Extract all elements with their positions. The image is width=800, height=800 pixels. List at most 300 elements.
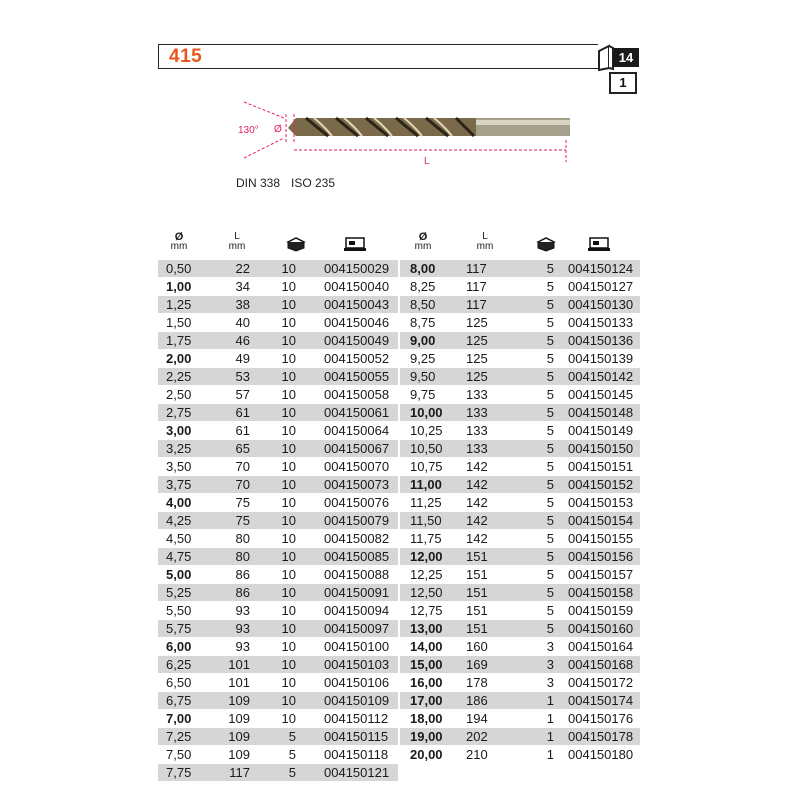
table-row <box>158 602 398 620</box>
quantity-cell: 1 <box>546 711 554 726</box>
section-badge: 1 <box>609 72 637 94</box>
diameter-cell: 2,50 <box>166 387 192 402</box>
table-row <box>400 656 640 674</box>
table-row <box>158 260 398 278</box>
quantity-cell: 5 <box>546 297 554 312</box>
diameter-cell: 1,50 <box>166 315 192 330</box>
table-row <box>158 566 398 584</box>
article-code-cell: 004150130 <box>568 297 634 312</box>
table-row <box>400 530 640 548</box>
table-row <box>158 350 398 368</box>
article-code-cell: 004150155 <box>568 531 634 546</box>
quantity-cell: 10 <box>281 279 296 294</box>
table-row <box>400 368 640 386</box>
diameter-cell: 1,25 <box>166 297 192 312</box>
quantity-cell: 5 <box>546 567 554 582</box>
quantity-cell: 3 <box>546 657 554 672</box>
article-code-cell: 004150055 <box>324 369 390 384</box>
diameter-cell: 12,25 <box>410 567 443 582</box>
length-symbol: L <box>424 156 430 165</box>
article-code-cell: 004150070 <box>324 459 390 474</box>
table-row <box>158 710 398 728</box>
product-header-bar <box>158 44 598 69</box>
article-code-cell: 004150103 <box>324 657 390 672</box>
diameter-cell: 2,75 <box>166 405 192 420</box>
quantity-cell: 5 <box>546 423 554 438</box>
diameter-cell: 8,50 <box>410 297 436 312</box>
diameter-cell: 10,75 <box>410 459 443 474</box>
length-cell: 194 <box>466 711 488 726</box>
diameter-cell: 9,50 <box>410 369 436 384</box>
article-code-cell: 004150153 <box>568 495 634 510</box>
quantity-cell: 5 <box>288 729 296 744</box>
quantity-cell: 5 <box>546 441 554 456</box>
table-row <box>400 728 640 746</box>
quantity-cell: 10 <box>281 567 296 582</box>
quantity-cell: 3 <box>546 639 554 654</box>
article-code-cell: 004150136 <box>568 333 634 348</box>
quantity-cell: 5 <box>546 333 554 348</box>
article-code-cell: 004150152 <box>568 477 634 492</box>
table-row <box>400 674 640 692</box>
diameter-cell: 3,50 <box>166 459 192 474</box>
page-badge: 14 <box>613 48 639 67</box>
article-code-cell: 004150106 <box>324 675 390 690</box>
quantity-cell: 10 <box>281 441 296 456</box>
length-cell: 142 <box>466 477 488 492</box>
article-code-cell: 004150180 <box>568 747 634 762</box>
length-header: L mm <box>476 231 494 252</box>
article-code-cell: 004150115 <box>324 729 389 744</box>
quantity-cell: 5 <box>546 459 554 474</box>
diameter-cell: 7,25 <box>166 729 192 744</box>
length-cell: 109 <box>228 711 250 726</box>
table-row <box>158 530 398 548</box>
table-row <box>400 314 640 332</box>
article-code-cell: 004150061 <box>324 405 390 420</box>
diameter-cell: 7,75 <box>166 765 192 780</box>
diameter-cell: 4,00 <box>166 495 192 510</box>
table-row <box>400 476 640 494</box>
angle-label: 130° <box>238 125 259 136</box>
table-header <box>400 232 640 260</box>
diameter-cell: 10,50 <box>410 441 443 456</box>
length-cell: 202 <box>466 729 488 744</box>
quantity-cell: 5 <box>546 513 554 528</box>
diameter-cell: 12,75 <box>410 603 443 618</box>
article-code-cell: 004150151 <box>568 459 634 474</box>
diameter-cell: 15,00 <box>410 657 443 672</box>
length-cell: 57 <box>235 387 250 402</box>
diameter-cell: 5,50 <box>166 603 192 618</box>
diameter-cell: 20,00 <box>410 747 443 762</box>
quantity-cell: 5 <box>546 495 554 510</box>
article-code-cell: 004150064 <box>324 423 390 438</box>
article-code-cell: 004150052 <box>324 351 390 366</box>
length-cell: 80 <box>235 549 250 564</box>
diameter-cell: 14,00 <box>410 639 443 654</box>
length-cell: 101 <box>228 675 250 690</box>
quantity-cell: 5 <box>546 369 554 384</box>
length-cell: 125 <box>466 369 488 384</box>
diameter-cell: 0,50 <box>166 261 192 276</box>
quantity-cell: 5 <box>546 279 554 294</box>
quantity-cell: 10 <box>281 657 296 672</box>
diameter-cell: 17,00 <box>410 693 443 708</box>
article-code-cell: 004150109 <box>324 693 390 708</box>
diameter-cell: 8,75 <box>410 315 436 330</box>
table-row <box>158 512 398 530</box>
right-table <box>400 232 640 764</box>
diameter-cell: 9,75 <box>410 387 436 402</box>
diameter-cell: 6,75 <box>166 693 192 708</box>
diameter-cell: 19,00 <box>410 729 443 744</box>
article-code-cell: 004150049 <box>324 333 390 348</box>
diameter-cell: 10,25 <box>410 423 443 438</box>
length-cell: 22 <box>235 261 250 276</box>
quantity-cell: 5 <box>546 351 554 366</box>
length-cell: 109 <box>228 729 250 744</box>
length-cell: 101 <box>228 657 250 672</box>
table-row <box>158 458 398 476</box>
table-header <box>158 232 398 260</box>
diameter-cell: 2,00 <box>166 351 192 366</box>
quantity-cell: 10 <box>281 459 296 474</box>
length-cell: 34 <box>235 279 250 294</box>
diameter-cell: 1,00 <box>166 279 192 294</box>
table-row <box>158 368 398 386</box>
length-cell: 117 <box>466 279 487 294</box>
article-code-cell: 004150168 <box>568 657 634 672</box>
table-row <box>158 638 398 656</box>
length-cell: 109 <box>228 747 250 762</box>
diameter-cell: 12,50 <box>410 585 443 600</box>
length-cell: 46 <box>235 333 250 348</box>
length-cell: 186 <box>466 693 488 708</box>
diameter-cell: 4,75 <box>166 549 192 564</box>
length-cell: 151 <box>466 603 488 618</box>
length-cell: 117 <box>466 261 487 276</box>
table-row <box>158 314 398 332</box>
length-cell: 70 <box>235 477 250 492</box>
diameter-cell: 5,75 <box>166 621 192 636</box>
article-code-cell: 004150164 <box>568 639 634 654</box>
article-code-cell: 004150046 <box>324 315 390 330</box>
length-cell: 80 <box>235 531 250 546</box>
table-row <box>400 710 640 728</box>
quantity-cell: 10 <box>281 531 296 546</box>
table-row <box>158 584 398 602</box>
quantity-cell: 10 <box>281 603 296 618</box>
table-row <box>158 440 398 458</box>
length-cell: 109 <box>228 693 250 708</box>
table-row <box>400 404 640 422</box>
table-row <box>158 746 398 764</box>
article-code-cell: 004150112 <box>324 711 389 726</box>
table-row <box>400 332 640 350</box>
quantity-cell: 1 <box>546 693 554 708</box>
table-row <box>158 656 398 674</box>
quantity-cell: 5 <box>546 531 554 546</box>
table-row <box>158 278 398 296</box>
diameter-header: Ø mm <box>414 231 432 252</box>
article-code-cell: 004150082 <box>324 531 390 546</box>
length-cell: 93 <box>235 603 250 618</box>
standard-iso: ISO 235 <box>291 176 336 190</box>
diameter-cell: 8,25 <box>410 279 436 294</box>
length-cell: 125 <box>466 315 488 330</box>
length-header: L mm <box>228 231 246 252</box>
quantity-cell: 5 <box>288 747 296 762</box>
length-cell: 61 <box>235 405 250 420</box>
table-row <box>400 278 640 296</box>
box-pack-icon <box>286 236 306 252</box>
article-code-cell: 004150156 <box>568 549 634 564</box>
quantity-cell: 10 <box>281 351 296 366</box>
article-code-cell: 004150073 <box>324 477 390 492</box>
article-code-cell: 004150076 <box>324 495 390 510</box>
table-row <box>400 746 640 764</box>
quantity-cell: 10 <box>281 693 296 708</box>
quantity-cell: 5 <box>546 387 554 402</box>
table-row <box>158 296 398 314</box>
length-cell: 151 <box>466 567 488 582</box>
standard-din: DIN 338 <box>236 176 281 190</box>
length-cell: 65 <box>235 441 250 456</box>
quantity-cell: 5 <box>546 405 554 420</box>
diameter-cell: 9,25 <box>410 351 436 366</box>
length-cell: 160 <box>466 639 488 654</box>
diameter-cell: 11,25 <box>410 495 442 510</box>
quantity-cell: 10 <box>281 387 296 402</box>
quantity-cell: 1 <box>546 729 554 744</box>
length-cell: 178 <box>466 675 488 690</box>
length-cell: 133 <box>466 441 488 456</box>
product-code: 415 <box>169 46 203 67</box>
diameter-cell: 18,00 <box>410 711 443 726</box>
quantity-cell: 10 <box>281 369 296 384</box>
table-row <box>400 260 640 278</box>
table-row <box>158 692 398 710</box>
diameter-cell: 16,00 <box>410 675 443 690</box>
diameter-cell: 12,00 <box>410 549 443 564</box>
length-cell: 61 <box>235 423 250 438</box>
article-code-cell: 004150154 <box>568 513 634 528</box>
quantity-cell: 10 <box>281 711 296 726</box>
quantity-cell: 5 <box>546 585 554 600</box>
article-code-cell: 004150043 <box>324 297 390 312</box>
length-cell: 169 <box>466 657 488 672</box>
length-cell: 117 <box>229 765 250 780</box>
article-code-cell: 004150172 <box>568 675 634 690</box>
length-cell: 86 <box>235 567 250 582</box>
article-code-cell: 004150149 <box>568 423 634 438</box>
table-row <box>400 620 640 638</box>
table-row <box>400 602 640 620</box>
table-row <box>158 494 398 512</box>
quantity-cell: 10 <box>281 477 296 492</box>
article-code-cell: 004150079 <box>324 513 390 528</box>
quantity-cell: 5 <box>546 315 554 330</box>
length-cell: 40 <box>235 315 250 330</box>
diameter-cell: 6,00 <box>166 639 192 654</box>
article-code-cell: 004150160 <box>568 621 634 636</box>
diameter-cell: 11,50 <box>410 513 442 528</box>
table-row <box>158 620 398 638</box>
table-row <box>158 422 398 440</box>
quantity-cell: 10 <box>281 549 296 564</box>
length-cell: 133 <box>466 387 488 402</box>
length-cell: 117 <box>466 297 487 312</box>
diameter-cell: 7,50 <box>166 747 192 762</box>
diameter-cell: 6,50 <box>166 675 192 690</box>
table-row <box>400 692 640 710</box>
article-code-cell: 004150148 <box>568 405 634 420</box>
table-row <box>400 494 640 512</box>
article-code-cell: 004150176 <box>568 711 634 726</box>
table-row <box>400 548 640 566</box>
article-code-cell: 004150178 <box>568 729 634 744</box>
article-code-cell: 004150145 <box>568 387 634 402</box>
article-code-cell: 004150094 <box>324 603 390 618</box>
table-row <box>158 404 398 422</box>
diameter-cell: 13,00 <box>410 621 443 636</box>
quantity-cell: 10 <box>281 423 296 438</box>
length-cell: 210 <box>466 747 488 762</box>
quantity-cell: 10 <box>281 333 296 348</box>
length-cell: 93 <box>235 621 250 636</box>
diameter-cell: 3,25 <box>166 441 192 456</box>
quantity-cell: 1 <box>546 747 554 762</box>
article-code-cell: 004150133 <box>568 315 634 330</box>
article-code-cell: 004150150 <box>568 441 634 456</box>
diameter-cell: 5,00 <box>166 567 192 582</box>
article-code-cell: 004150067 <box>324 441 390 456</box>
length-cell: 86 <box>235 585 250 600</box>
table-row <box>158 728 398 746</box>
article-code-cell: 004150139 <box>568 351 634 366</box>
length-cell: 133 <box>466 423 488 438</box>
diameter-cell: 3,75 <box>166 477 192 492</box>
diameter-symbol: Ø <box>274 124 282 135</box>
table-row <box>400 512 640 530</box>
table-row <box>400 638 640 656</box>
table-row <box>158 476 398 494</box>
article-code-cell: 004150142 <box>568 369 634 384</box>
length-cell: 142 <box>466 495 488 510</box>
quantity-cell: 10 <box>281 405 296 420</box>
quantity-cell: 10 <box>281 621 296 636</box>
article-code-cell: 004150157 <box>568 567 634 582</box>
table-row <box>400 440 640 458</box>
quantity-cell: 5 <box>546 477 554 492</box>
quantity-cell: 3 <box>546 675 554 690</box>
table-row <box>400 350 640 368</box>
article-code-cell: 004150029 <box>324 261 390 276</box>
article-code-cell: 004150174 <box>568 693 634 708</box>
length-cell: 70 <box>235 459 250 474</box>
table-row <box>400 584 640 602</box>
table-row <box>400 458 640 476</box>
quantity-cell: 5 <box>546 603 554 618</box>
article-code-cell: 004150058 <box>324 387 390 402</box>
quantity-cell: 5 <box>546 261 554 276</box>
diameter-cell: 8,00 <box>410 261 436 276</box>
register-code-icon <box>588 236 612 252</box>
register-code-icon <box>344 236 368 252</box>
diameter-cell: 1,75 <box>166 333 192 348</box>
article-code-cell: 004150159 <box>568 603 634 618</box>
article-code-cell: 004150040 <box>324 279 390 294</box>
diameter-cell: 2,25 <box>166 369 192 384</box>
article-code-cell: 004150085 <box>324 549 390 564</box>
quantity-cell: 5 <box>546 549 554 564</box>
length-cell: 151 <box>466 621 488 636</box>
table-row <box>158 674 398 692</box>
length-cell: 53 <box>235 369 250 384</box>
diameter-cell: 11,75 <box>410 531 442 546</box>
quantity-cell: 5 <box>546 621 554 636</box>
quantity-cell: 10 <box>281 675 296 690</box>
length-cell: 125 <box>466 351 488 366</box>
article-code-cell: 004150097 <box>324 621 390 636</box>
diameter-cell: 7,00 <box>166 711 192 726</box>
diameter-header: Ø mm <box>170 231 188 252</box>
quantity-cell: 10 <box>281 513 296 528</box>
length-cell: 142 <box>466 513 488 528</box>
length-cell: 151 <box>466 549 488 564</box>
article-code-cell: 004150124 <box>568 261 634 276</box>
quantity-cell: 10 <box>281 495 296 510</box>
quantity-cell: 10 <box>281 585 296 600</box>
left-table <box>158 232 398 782</box>
length-cell: 133 <box>466 405 488 420</box>
article-code-cell: 004150118 <box>324 747 389 762</box>
length-cell: 75 <box>235 495 250 510</box>
table-row <box>400 296 640 314</box>
quantity-cell: 10 <box>281 639 296 654</box>
table-row <box>400 566 640 584</box>
diameter-cell: 5,25 <box>166 585 192 600</box>
table-row <box>400 386 640 404</box>
diameter-cell: 11,00 <box>410 477 442 492</box>
table-row <box>158 764 398 782</box>
article-code-cell: 004150091 <box>324 585 390 600</box>
diameter-cell: 9,00 <box>410 333 436 348</box>
table-row <box>400 422 640 440</box>
table-row <box>158 386 398 404</box>
diameter-cell: 3,00 <box>166 423 192 438</box>
length-cell: 142 <box>466 531 488 546</box>
article-code-cell: 004150100 <box>324 639 390 654</box>
length-cell: 49 <box>235 351 250 366</box>
length-cell: 151 <box>466 585 488 600</box>
diameter-cell: 4,50 <box>166 531 192 546</box>
quantity-cell: 10 <box>281 315 296 330</box>
length-cell: 125 <box>466 333 488 348</box>
drill-bit-drawing <box>236 100 586 165</box>
table-row <box>158 548 398 566</box>
quantity-cell: 10 <box>281 261 296 276</box>
quantity-cell: 10 <box>281 297 296 312</box>
length-cell: 142 <box>466 459 488 474</box>
diameter-cell: 10,00 <box>410 405 443 420</box>
length-cell: 75 <box>235 513 250 528</box>
article-code-cell: 004150158 <box>568 585 634 600</box>
article-code-cell: 004150127 <box>568 279 634 294</box>
quantity-cell: 5 <box>288 765 296 780</box>
length-cell: 38 <box>235 297 250 312</box>
